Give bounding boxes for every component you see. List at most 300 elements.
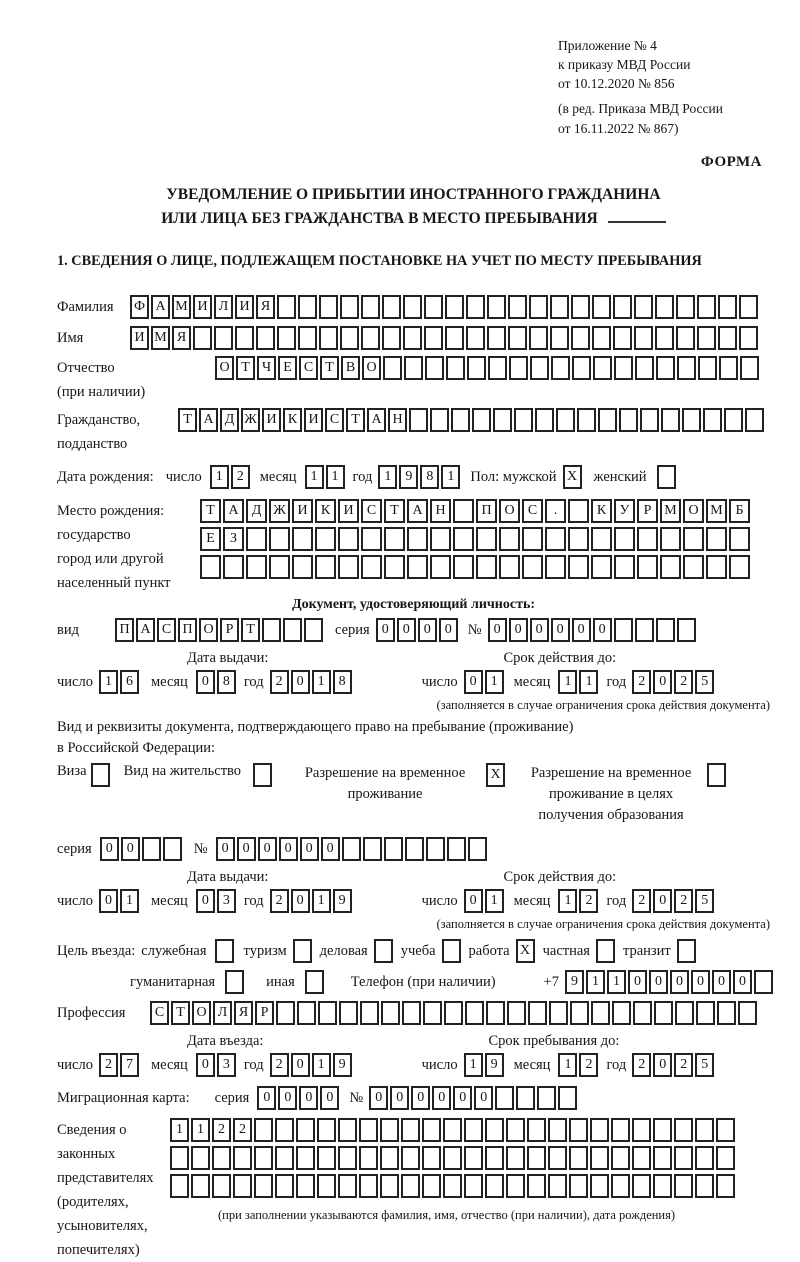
patronymic-boxes: [215, 356, 761, 380]
char-cell: 0: [99, 889, 118, 913]
char-cell: [633, 1001, 652, 1025]
char-cell: [361, 326, 380, 350]
char-cell: [296, 1146, 315, 1170]
char-cell: [568, 527, 589, 551]
purpose-tranzit-label: транзит: [622, 942, 671, 959]
char-cell: [276, 1001, 295, 1025]
passport-dates: [57, 669, 770, 696]
char-cell: [635, 356, 654, 380]
char-cell: [315, 555, 336, 579]
birthplace-label: Место рождения: государство город или другой населенный пункт: [57, 502, 171, 591]
char-cell: И: [130, 326, 149, 350]
checkbox-purpose-gumanitarnaya: [225, 970, 246, 994]
char-cell: 0: [196, 1053, 215, 1077]
migration-card-number-boxes: [369, 1086, 579, 1110]
char-cell: [342, 837, 361, 861]
birth-day-boxes: [210, 465, 252, 489]
char-cell: [550, 326, 569, 350]
char-cell: [569, 1174, 588, 1198]
requisite-line: от 10.12.2020 № 856: [558, 76, 675, 92]
char-cell: [170, 1174, 189, 1198]
char-cell: [212, 1174, 231, 1198]
char-cell: [453, 555, 474, 579]
char-cell: [317, 1146, 336, 1170]
vnzh-label: Вид на жительство: [123, 762, 242, 779]
phone-prefix: +7: [543, 973, 559, 990]
char-cell: [634, 326, 653, 350]
char-cell: [696, 1001, 715, 1025]
char-cell: [716, 1118, 735, 1142]
birth-month-boxes: [305, 465, 347, 489]
checkbox-temporary-residence: [486, 763, 507, 787]
resident-date-captions: [57, 869, 770, 886]
char-cell: [340, 295, 359, 319]
issue-date-caption: Дата выдачи:: [187, 868, 269, 885]
char-cell: [193, 326, 212, 350]
char-cell: 2: [674, 1053, 693, 1077]
char-cell: 2: [270, 889, 289, 913]
char-cell: [453, 499, 474, 523]
phone-label: Телефон (при наличии): [350, 973, 496, 990]
char-cell: [675, 1001, 694, 1025]
char-cell: [592, 295, 611, 319]
field-birthplace: [57, 499, 770, 595]
char-cell: [716, 1174, 735, 1198]
char-cell: [447, 837, 466, 861]
char-cell: [682, 408, 701, 432]
char-cell: [703, 408, 722, 432]
char-cell: [677, 618, 696, 642]
char-cell: 0: [649, 970, 668, 994]
char-cell: 0: [390, 1086, 409, 1110]
char-cell: [677, 939, 696, 963]
char-cell: Т: [384, 499, 405, 523]
char-cell: [611, 1118, 630, 1142]
char-cell: [225, 970, 244, 994]
char-cell: [724, 408, 743, 432]
day-label: число: [57, 1056, 93, 1073]
char-cell: [527, 1118, 546, 1142]
char-cell: О: [683, 499, 704, 523]
char-cell: И: [292, 499, 313, 523]
char-cell: [401, 1118, 420, 1142]
char-cell: [570, 1001, 589, 1025]
birthplace-row3-boxes: [200, 555, 752, 579]
char-cell: [549, 1001, 568, 1025]
char-cell: [719, 356, 738, 380]
char-cell: С: [299, 356, 318, 380]
char-cell: [163, 837, 182, 861]
char-cell: Т: [236, 356, 255, 380]
char-cell: [657, 465, 676, 489]
char-cell: [697, 326, 716, 350]
passport-date-captions: [57, 650, 770, 667]
char-cell: [614, 356, 633, 380]
validity-note: (заполняется в случае ограничения срока действия документа): [436, 697, 770, 712]
char-cell: [653, 1146, 672, 1170]
char-cell: [223, 555, 244, 579]
entry-day-boxes: [99, 1053, 141, 1077]
char-cell: [591, 527, 612, 551]
char-cell: [269, 527, 290, 551]
char-cell: А: [151, 295, 170, 319]
char-cell: 0: [258, 837, 277, 861]
birthplace-boxes: [200, 499, 752, 583]
char-cell: М: [172, 295, 191, 319]
char-cell: [548, 1146, 567, 1170]
surname-boxes: [130, 295, 760, 319]
char-cell: [214, 326, 233, 350]
field-birthdate: [57, 464, 770, 491]
char-cell: [200, 555, 221, 579]
entry-dates: [57, 1052, 770, 1079]
char-cell: [402, 1001, 421, 1025]
char-cell: [545, 555, 566, 579]
char-cell: Р: [637, 499, 658, 523]
purpose-inaya-label: иная: [266, 973, 295, 990]
char-cell: [297, 1001, 316, 1025]
char-cell: О: [215, 356, 234, 380]
char-cell: 1: [305, 465, 324, 489]
field-identity-doc: [57, 617, 770, 644]
char-cell: 2: [212, 1118, 231, 1142]
char-cell: 9: [333, 889, 352, 913]
char-cell: [745, 408, 764, 432]
doc-type-label: вид: [57, 621, 79, 638]
char-cell: М: [706, 499, 727, 523]
char-cell: [485, 1174, 504, 1198]
char-cell: [246, 555, 267, 579]
char-cell: [361, 295, 380, 319]
forma-label: ФОРМА: [700, 153, 762, 170]
char-cell: [506, 1118, 525, 1142]
char-cell: 0: [733, 970, 752, 994]
char-cell: [298, 326, 317, 350]
visa-label: Виза: [57, 762, 87, 779]
char-cell: [382, 326, 401, 350]
char-cell: 1: [312, 670, 331, 694]
char-cell: 1: [441, 465, 460, 489]
char-cell: 2: [270, 670, 289, 694]
char-cell: Я: [172, 326, 191, 350]
char-cell: 0: [257, 1086, 276, 1110]
passport-issue-year-boxes: [270, 670, 354, 694]
char-cell: [632, 1174, 651, 1198]
phone-boxes: [565, 970, 775, 994]
char-cell: Л: [214, 295, 233, 319]
char-cell: 0: [464, 889, 483, 913]
char-cell: [487, 326, 506, 350]
char-cell: [568, 555, 589, 579]
char-cell: 1: [558, 889, 577, 913]
char-cell: [551, 356, 570, 380]
char-cell: [296, 1118, 315, 1142]
char-cell: 0: [509, 618, 528, 642]
char-cell: [527, 1146, 546, 1170]
char-cell: Ж: [241, 408, 260, 432]
char-cell: 0: [196, 670, 215, 694]
char-cell: [359, 1118, 378, 1142]
char-cell: [338, 1118, 357, 1142]
char-cell: О: [199, 618, 218, 642]
char-cell: 0: [653, 670, 672, 694]
char-cell: [191, 1146, 210, 1170]
char-cell: [637, 527, 658, 551]
field-surname: [57, 294, 770, 321]
stay-until-year-boxes: [632, 1053, 716, 1077]
purpose-rabota-label: работа: [468, 942, 510, 959]
char-cell: [338, 1174, 357, 1198]
char-cell: [592, 326, 611, 350]
char-cell: [571, 326, 590, 350]
char-cell: 1: [464, 1053, 483, 1077]
char-cell: [697, 295, 716, 319]
char-cell: [380, 1174, 399, 1198]
char-cell: 0: [279, 837, 298, 861]
char-cell: [596, 939, 615, 963]
char-cell: 1: [485, 889, 504, 913]
char-cell: [215, 939, 234, 963]
resident-dates: [57, 888, 770, 915]
char-cell: [695, 1146, 714, 1170]
char-cell: [318, 1001, 337, 1025]
year-label: год: [243, 673, 264, 690]
char-cell: К: [283, 408, 302, 432]
surname-label: Фамилия: [57, 298, 114, 315]
resident-doc-line2: в Российской Федерации:: [57, 739, 216, 756]
char-cell: [384, 837, 403, 861]
char-cell: [653, 1118, 672, 1142]
resident-valid-month-boxes: [558, 889, 600, 913]
char-cell: 0: [320, 1086, 339, 1110]
char-cell: 0: [291, 1053, 310, 1077]
char-cell: [275, 1146, 294, 1170]
char-cell: [422, 1146, 441, 1170]
field-purpose: [57, 938, 770, 965]
rvp-label: Разрешение на временное проживание: [304, 764, 466, 802]
doc-type-boxes: [115, 618, 325, 642]
char-cell: [298, 295, 317, 319]
char-cell: [619, 408, 638, 432]
char-cell: [612, 1001, 631, 1025]
char-cell: А: [136, 618, 155, 642]
char-cell: [430, 408, 449, 432]
char-cell: К: [315, 499, 336, 523]
char-cell: [677, 356, 696, 380]
char-cell: [403, 295, 422, 319]
resident-doc-serial: [57, 836, 770, 863]
char-cell: [556, 408, 575, 432]
char-cell: [656, 356, 675, 380]
char-cell: [403, 326, 422, 350]
char-cell: [640, 408, 659, 432]
char-cell: [695, 1118, 714, 1142]
char-cell: [423, 1001, 442, 1025]
char-cell: 1: [607, 970, 626, 994]
char-cell: [262, 618, 281, 642]
char-cell: [590, 1146, 609, 1170]
char-cell: [527, 1174, 546, 1198]
char-cell: 2: [233, 1118, 252, 1142]
month-label: месяц: [513, 673, 551, 690]
char-cell: [716, 1146, 735, 1170]
month-label: месяц: [150, 1056, 188, 1073]
birthplace-row1-boxes: [200, 499, 752, 523]
char-cell: 3: [217, 889, 236, 913]
char-cell: 2: [632, 889, 651, 913]
char-cell: [424, 326, 443, 350]
passport-valid-month-boxes: [558, 670, 600, 694]
char-cell: [465, 1001, 484, 1025]
char-cell: [340, 326, 359, 350]
char-cell: [529, 295, 548, 319]
checkbox-sex-male: [563, 465, 584, 489]
char-cell: [598, 408, 617, 432]
month-label: месяц: [513, 892, 551, 909]
birthplace-row2-boxes: [200, 527, 752, 551]
char-cell: [305, 970, 324, 994]
checkbox-purpose-chastnaya: [596, 939, 617, 963]
char-cell: [256, 326, 275, 350]
char-cell: [360, 1001, 379, 1025]
char-cell: [486, 1001, 505, 1025]
char-cell: [634, 295, 653, 319]
char-cell: [590, 1174, 609, 1198]
char-cell: [729, 527, 750, 551]
char-cell: [380, 1118, 399, 1142]
char-cell: [571, 295, 590, 319]
char-cell: [467, 356, 486, 380]
migration-card-label: Миграционная карта:: [57, 1089, 190, 1106]
checkbox-purpose-sluzhebnaya: [215, 939, 236, 963]
resident-doc-options: [57, 763, 770, 826]
passport-valid-year-boxes: [632, 670, 716, 694]
char-cell: [754, 970, 773, 994]
char-cell: [637, 555, 658, 579]
field-patronymic: [57, 356, 770, 404]
char-cell: [718, 326, 737, 350]
char-cell: 2: [674, 889, 693, 913]
char-cell: [522, 555, 543, 579]
char-cell: X: [563, 465, 582, 489]
char-cell: [528, 1001, 547, 1025]
citizenship-boxes: [178, 408, 766, 432]
char-cell: 0: [464, 670, 483, 694]
representatives-row1-boxes: [170, 1118, 737, 1142]
char-cell: [446, 356, 465, 380]
char-cell: Б: [729, 499, 750, 523]
given-name-label: Имя: [57, 329, 84, 346]
identity-doc-heading: Документ, удостоверяющий личность:: [291, 596, 536, 612]
char-cell: А: [367, 408, 386, 432]
form-title-line2: ИЛИ ЛИЦА БЕЗ ГРАЖДАНСТВА В МЕСТО ПРЕБЫВАНИЯ: [57, 207, 770, 231]
char-cell: Т: [178, 408, 197, 432]
char-cell: 6: [120, 670, 139, 694]
char-cell: [590, 1118, 609, 1142]
char-cell: [319, 326, 338, 350]
number-label: №: [349, 1089, 364, 1106]
char-cell: [292, 527, 313, 551]
char-cell: 0: [299, 1086, 318, 1110]
resident-issue-month-boxes: [196, 889, 238, 913]
char-cell: 0: [530, 618, 549, 642]
checkbox-purpose-turizm: [293, 939, 314, 963]
month-label: месяц: [513, 1056, 551, 1073]
char-cell: [530, 356, 549, 380]
purpose-chastnaya-label: частная: [542, 942, 590, 959]
char-cell: [655, 326, 674, 350]
char-cell: И: [235, 295, 254, 319]
char-cell: 1: [210, 465, 229, 489]
char-cell: 5: [695, 1053, 714, 1077]
char-cell: Т: [346, 408, 365, 432]
purpose-delovaya-label: деловая: [319, 942, 368, 959]
char-cell: 0: [278, 1086, 297, 1110]
char-cell: [363, 837, 382, 861]
citizenship-label: Гражданство, подданство: [57, 411, 141, 452]
year-label: год: [243, 892, 264, 909]
char-cell: [317, 1118, 336, 1142]
char-cell: [401, 1146, 420, 1170]
char-cell: В: [341, 356, 360, 380]
char-cell: [374, 939, 393, 963]
checkbox-purpose-tranzit: [677, 939, 698, 963]
char-cell: [545, 527, 566, 551]
passport-valid-day-boxes: [464, 670, 506, 694]
char-cell: [445, 326, 464, 350]
char-cell: Я: [256, 295, 275, 319]
char-cell: [319, 295, 338, 319]
char-cell: 1: [191, 1118, 210, 1142]
char-cell: [407, 555, 428, 579]
char-cell: [275, 1118, 294, 1142]
char-cell: 1: [120, 889, 139, 913]
resident-number-boxes: [216, 837, 489, 861]
char-cell: [292, 555, 313, 579]
char-cell: Я: [234, 1001, 253, 1025]
char-cell: [506, 1146, 525, 1170]
char-cell: П: [178, 618, 197, 642]
char-cell: Н: [388, 408, 407, 432]
requisite-line: от 16.11.2022 № 867): [558, 120, 679, 136]
char-cell: С: [361, 499, 382, 523]
char-cell: И: [262, 408, 281, 432]
char-cell: [425, 356, 444, 380]
passport-number-boxes: [488, 618, 698, 642]
representatives-label: Сведения о законных представителях (родителях, усыновителях, попечителях): [57, 1121, 154, 1258]
char-cell: 0: [628, 970, 647, 994]
char-cell: 0: [653, 1053, 672, 1077]
char-cell: О: [362, 356, 381, 380]
issue-date-caption: Дата выдачи:: [187, 649, 269, 666]
char-cell: [246, 527, 267, 551]
char-cell: 0: [593, 618, 612, 642]
year-label: год: [243, 1056, 264, 1073]
passport-issue-day-boxes: [99, 670, 141, 694]
char-cell: [516, 1086, 535, 1110]
char-cell: [660, 527, 681, 551]
month-label: месяц: [150, 892, 188, 909]
char-cell: [487, 295, 506, 319]
char-cell: [485, 1118, 504, 1142]
char-cell: 1: [326, 465, 345, 489]
char-cell: 0: [121, 837, 140, 861]
char-cell: 8: [420, 465, 439, 489]
char-cell: [212, 1146, 231, 1170]
char-cell: [453, 527, 474, 551]
purpose-turizm-label: туризм: [243, 942, 287, 959]
char-cell: 2: [632, 670, 651, 694]
